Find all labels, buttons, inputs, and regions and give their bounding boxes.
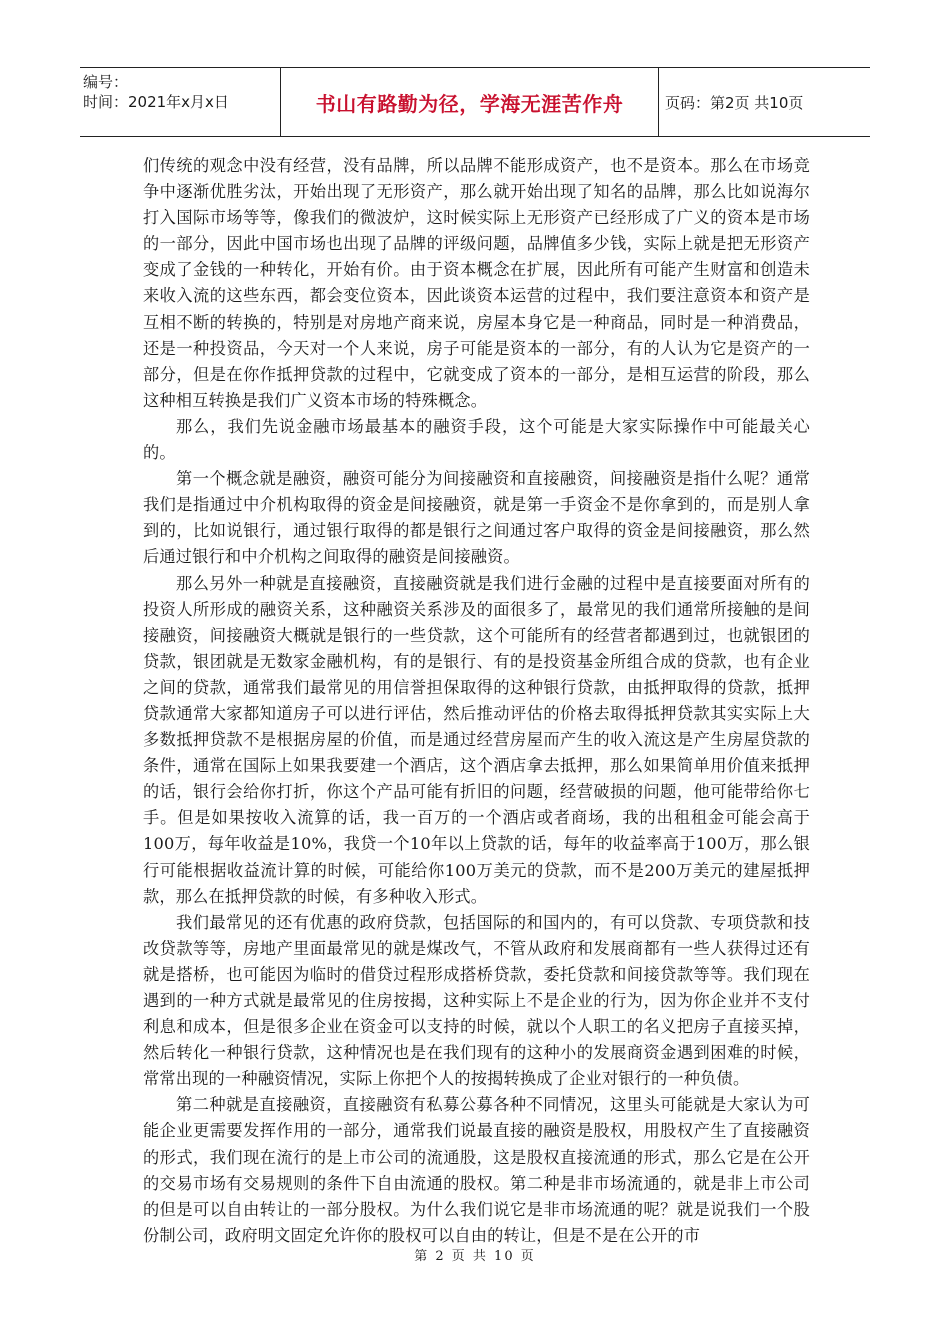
paragraph: 我们最常见的还有优惠的政府贷款，包括国际的和国内的，有可以贷款、专项贷款和技改贷款等等，房地产里面最常见的就是煤改气，不管从政府和发展商都有一些人获得过还有就是搭桥，也可能因为临时的借贷过程形成搭桥贷款，委托贷款和间接贷款等等。我们现在遇到的一种方式就是最常见的住房按揭，这种实际上不是企业的行为，因为你企业并不支付利息和成本，但是很多企业在资金可以支持的时候，就以个人职工的名义把房子直接买掉，然后转化一种银行贷款，这种情况也是在我们现有的这种小的发展商资金遇到困难的时候，常常出现的一种融资情况，实际上你把个人的按揭转换成了企业对银行的一种负债。 — [143, 912, 810, 1089]
header-meta — [80, 68, 281, 136]
document-date: 时间：2021年x月x日 — [83, 93, 229, 111]
header-motto-cell — [281, 68, 659, 136]
footer-page-number: 第 2 页 共 10 页 — [414, 1249, 536, 1264]
document-body — [143, 153, 810, 1249]
header-page-code: 页码：第2页 共10页 — [665, 93, 804, 112]
header-page-code-cell — [659, 68, 870, 136]
page-header — [80, 67, 870, 137]
paragraph: 们传统的观念中没有经营，没有品牌，所以品牌不能形成资产，也不是资本。那么在市场竞争中逐渐优胜劣汰，开始出现了无形资产，那么就开始出现了知名的品牌，那么比如说海尔打入国际市场等等，像我们的微波炉，这时候实际上无形资产已经形成了广义的资本是市场的一部分，因此中国市场也出现了品牌的评级问题，品牌值多少钱，实际上就是把无形资产变成了金钱的一种转化，开始有价。由于资本概念在扩展，因此所有可能产生财富和创造未来收入流的这些东西，都会变位资本，因此谈资本运营的过程中，我们要注意资本和资产是互相不断的转换的，特别是对房地产商来说，房屋本身它是一种商品，同时是一种消费品，还是一种投资品，今天对一个人来说，房子可能是资本的一部分，有的人认为它是资产的一部分，但是在你作抵押贷款的过程中，它就变成了资本的一部分，是相互运营的阶段，那么这种相互转换是我们广义资本市场的特殊概念。 — [143, 156, 810, 410]
page-footer — [0, 1245, 950, 1264]
paragraph: 第二种就是直接融资，直接融资有私募公募各种不同情况，这里头可能就是大家认为可能企业更需要发挥作用的一部分，通常我们说最直接的融资是股权，用股权产生了直接融资的形式，我们现在流行的是上市公司的流通股，这是股权直接流通的形式，那么它是在公开的交易市场有交易规则的条件下自由流通的股权。第二种是非市场流通的，就是非上市公司的但是可以自由转让的一部分股权。为什么我们说它是非市场流通的呢？就是说我们一个股份制公司，政府明文固定允许你的股权可以自由的转让，但是不是在公开的市 — [143, 1095, 810, 1245]
document-number-label: 编号： — [83, 73, 129, 91]
paragraph: 那么另外一种就是直接融资，直接融资就是我们进行金融的过程中是直接要面对所有的投资人所形成的融资关系，这种融资关系涉及的面很多了，最常见的我们通常所接触的是间接融资，间接融资大概就是银行的一些贷款，这个可能所有的经营者都遇到过，也就银团的贷款，银团就是无数家金融机构，有的是银行、有的是投资基金所组合成的贷款，也有企业之间的贷款，通常我们最常见的用信誉担保取得的这种银行贷款，由抵押取得的贷款，抵押贷款通常大家都知道房子可以进行评估，然后推动评估的价格去取得抵押贷款其实实际上大多数抵押贷款不是根据房屋的价值，而是通过经营房屋而产生的收入流这是产生房屋贷款的条件，通常在国际上如果我要建一个酒店，这个酒店拿去抵押，那么如果简单用价值来抵押的话，银行会给你打折，你这个产品可能有折旧的问题，经营破损的问题，他可能带给你七手。但是如果按收入流算的话，我一百万的一个酒店或者商场，我的出租租金可能会高于100万，每年收益是10%，我贷一个10年以上贷款的话，每年的收益率高于100万，那么银行可能根据收益流计算的时候，可能给你100万美元的贷款，而不是200万美元的建屋抵押款，那么在抵押贷款的时候，有多种收入形式。 — [143, 573, 810, 906]
header-motto: 书山有路勤为径，学海无涯苦作舟 — [315, 91, 624, 116]
paragraph: 那么，我们先说金融市场最基本的融资手段，这个可能是大家实际操作中可能最关心的。 — [143, 416, 810, 463]
paragraph: 第一个概念就是融资，融资可能分为间接融资和直接融资，间接融资是指什么呢？通常我们是指通过中介机构取得的资金是间接融资，就是第一手资金不是你拿到的，而是别人拿到的，比如说银行，通过银行取得的都是银行之间通过客户取得的资金是间接融资，那么然后通过银行和中介机构之间取得的融资是间接融资。 — [143, 469, 810, 567]
